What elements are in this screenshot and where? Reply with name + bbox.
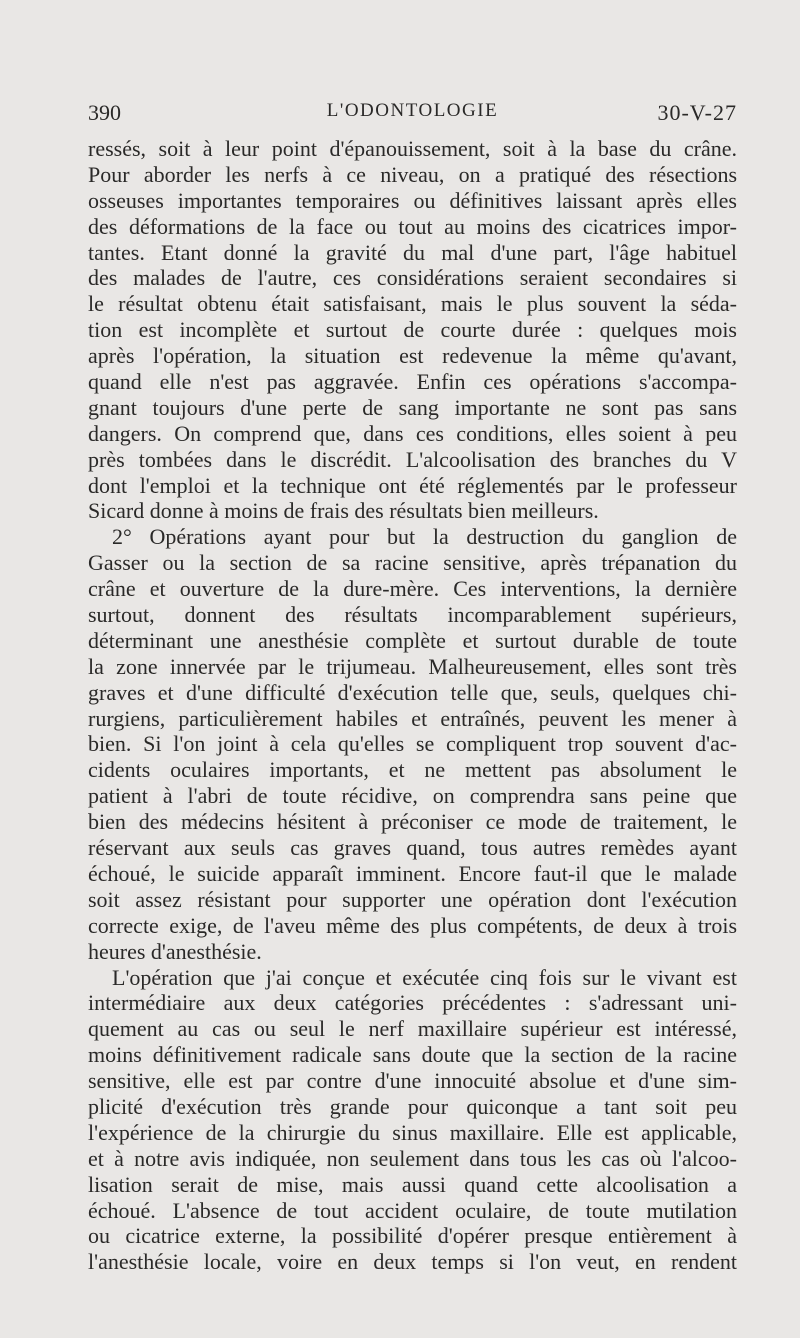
text-line: gnant toujours d'une perte de sang importante ne sont pas sans [88,394,737,420]
text-line: l'anesthésie locale, voire en deux temps si l'on veut, en rendent [88,1249,737,1275]
text-line: graves et d'une difficulté d'exécution telle que, seuls, quelques chi- [88,679,737,705]
text-line: ou cicatrice externe, la possibilité d'opérer presque entièrement à [88,1223,737,1249]
text-line: Pour aborder les nerfs à ce niveau, on a pratiqué des résections [88,161,737,187]
text-line: quand elle n'est pas aggravée. Enfin ces opérations s'accompa- [88,369,737,395]
text-line: osseuses importantes temporaires ou définitives laissant après elles [88,187,737,213]
text-line: sensitive, elle est par contre d'une innocuité absolue et d'une sim- [88,1068,737,1094]
text-line: la zone innervée par le trijumeau. Malheureusement, elles sont très [88,653,737,679]
text-line: intermédiaire aux deux catégories précédentes : s'adressant uni- [88,990,737,1016]
running-header [88,100,737,128]
text-line: des malades de l'autre, ces considérations seraient secondaires si [88,265,737,291]
text-line: surtout, donnent des résultats incomparablement supérieurs, [88,602,737,628]
text-line: correcte exige, de l'aveu même des plus compétents, de deux à trois [88,912,737,938]
text-line: cidents oculaires importants, et ne mettent pas absolument le [88,757,737,783]
text-line: L'opération que j'ai conçue et exécutée cinq fois sur le vivant est [112,964,737,990]
text-line: rurgiens, particulièrement habiles et entraînés, peuvent les mener à [88,705,737,731]
text-line: patient à l'abri de toute récidive, on comprendra sans peine que [88,783,737,809]
text-line: l'expérience de la chirurgie du sinus maxillaire. Elle est applicable, [88,1119,737,1145]
text-line: lisation serait de mise, mais aussi quand cette alcoolisation a [88,1171,737,1197]
text-line: plicité d'exécution très grande pour quiconque a tant soit peu [88,1093,737,1119]
text-line: quement au cas ou seul le nerf maxillaire supérieur est intéressé, [88,1016,737,1042]
text-line: 2° Opérations ayant pour but la destruction du ganglion de [112,524,737,550]
text-line: Sicard donne à moins de frais des résultats bien meilleurs. [88,498,599,524]
text-line: près tombées dans le discrédit. L'alcoolisation des branches du V [88,446,737,472]
text-line: déterminant une anesthésie complète et surtout durable de toute [88,627,737,653]
issue-date: 30-V-27 [657,100,737,125]
text-line: heures d'anesthésie. [88,938,262,964]
text-line: échoué, le suicide apparaît imminent. Encore faut-il que le malade [88,860,737,886]
text-line: tantes. Etant donné la gravité du mal d'une part, l'âge habituel [88,239,737,265]
text-line: dont l'emploi et la technique ont été réglementés par le professeur [88,472,737,498]
text-line: bien. Si l'on joint à cela qu'elles se compliquent trop souvent d'ac- [88,731,737,757]
text-line: Gasser ou la section de sa racine sensitive, après trépanation du [88,550,737,576]
text-line: le résultat obtenu était satisfaisant, mais le plus souvent la séda- [88,291,737,317]
page-number: 390 [88,100,121,125]
text-line: dangers. On comprend que, dans ces conditions, elles soient à peu [88,420,737,446]
text-line: bien des médecins hésitent à préconiser ce mode de traitement, le [88,809,737,835]
journal-title: L'ODONTOLOGIE [326,100,499,121]
body-text [88,136,737,1275]
text-line: des déformations de la face ou tout au moins des cicatrices impor- [88,213,737,239]
text-line: tion est incomplète et surtout de courte durée : quelques mois [88,317,737,343]
text-line: et à notre avis indiquée, non seulement dans tous les cas où l'alcoo- [88,1145,737,1171]
text-line: échoué. L'absence de tout accident oculaire, de toute mutilation [88,1197,737,1223]
text-line: crâne et ouverture de la dure-mère. Ces interventions, la dernière [88,576,737,602]
text-line: ressés, soit à leur point d'épanouissement, soit à la base du crâne. [88,136,737,161]
text-line: après l'opération, la situation est redevenue la même qu'avant, [88,343,737,369]
text-line: moins définitivement radicale sans doute que la section de la racine [88,1042,737,1068]
text-line: soit assez résistant pour supporter une opération dont l'exécution [88,886,737,912]
text-line: réservant aux seuls cas graves quand, tous autres remèdes ayant [88,835,737,861]
